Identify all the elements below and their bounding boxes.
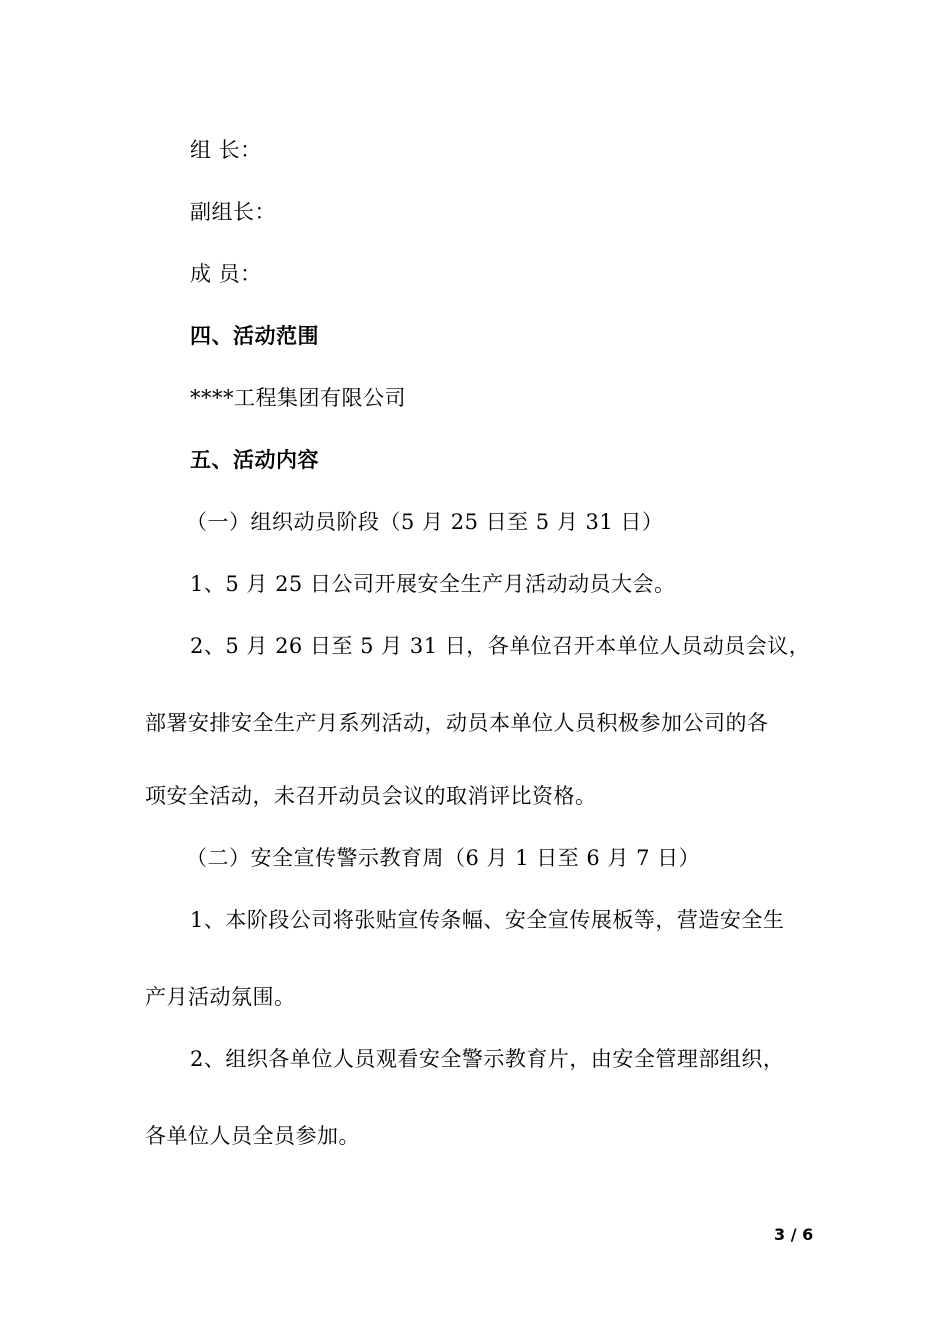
- page-number: 3 / 6: [774, 1225, 814, 1244]
- phase2-item2-line2: 各单位人员全员参加。: [145, 1124, 360, 1148]
- phase1-item2-line2: 部署安排安全生产月系列活动，动员本单位人员积极参加公司的各: [145, 711, 769, 735]
- scope-body: ****工程集团有限公司: [190, 386, 406, 410]
- phase1-item2-line3: 项安全活动，未召开动员会议的取消评比资格。: [145, 784, 597, 808]
- phase2-item2-line1: 2、组织各单位人员观看安全警示教育片，由安全管理部组织，: [190, 1047, 785, 1071]
- deputy-leader-label: 副组长：: [190, 200, 276, 224]
- phase1-title: （一）组织动员阶段（5 月 25 日至 5 月 31 日）: [186, 510, 664, 534]
- group-leader-label: 组 长：: [190, 138, 262, 162]
- phase1-item1: 1、5 月 25 日公司开展安全生产月活动动员大会。: [190, 572, 676, 596]
- phase1-item2-line1: 2、5 月 26 日至 5 月 31 日，各单位召开本单位人员动员会议，: [190, 634, 811, 658]
- section-heading-scope: 四、活动范围: [190, 323, 319, 348]
- phase2-item1-line2: 产月活动氛围。: [145, 985, 296, 1009]
- phase2-item1-line1: 1、本阶段公司将张贴宣传条幅、安全宣传展板等，营造安全生: [190, 908, 785, 932]
- phase2-title: （二）安全宣传警示教育周（6 月 1 日至 6 月 7 日）: [186, 846, 701, 870]
- section-heading-content: 五、活动内容: [190, 447, 319, 472]
- members-label: 成 员：: [190, 262, 262, 286]
